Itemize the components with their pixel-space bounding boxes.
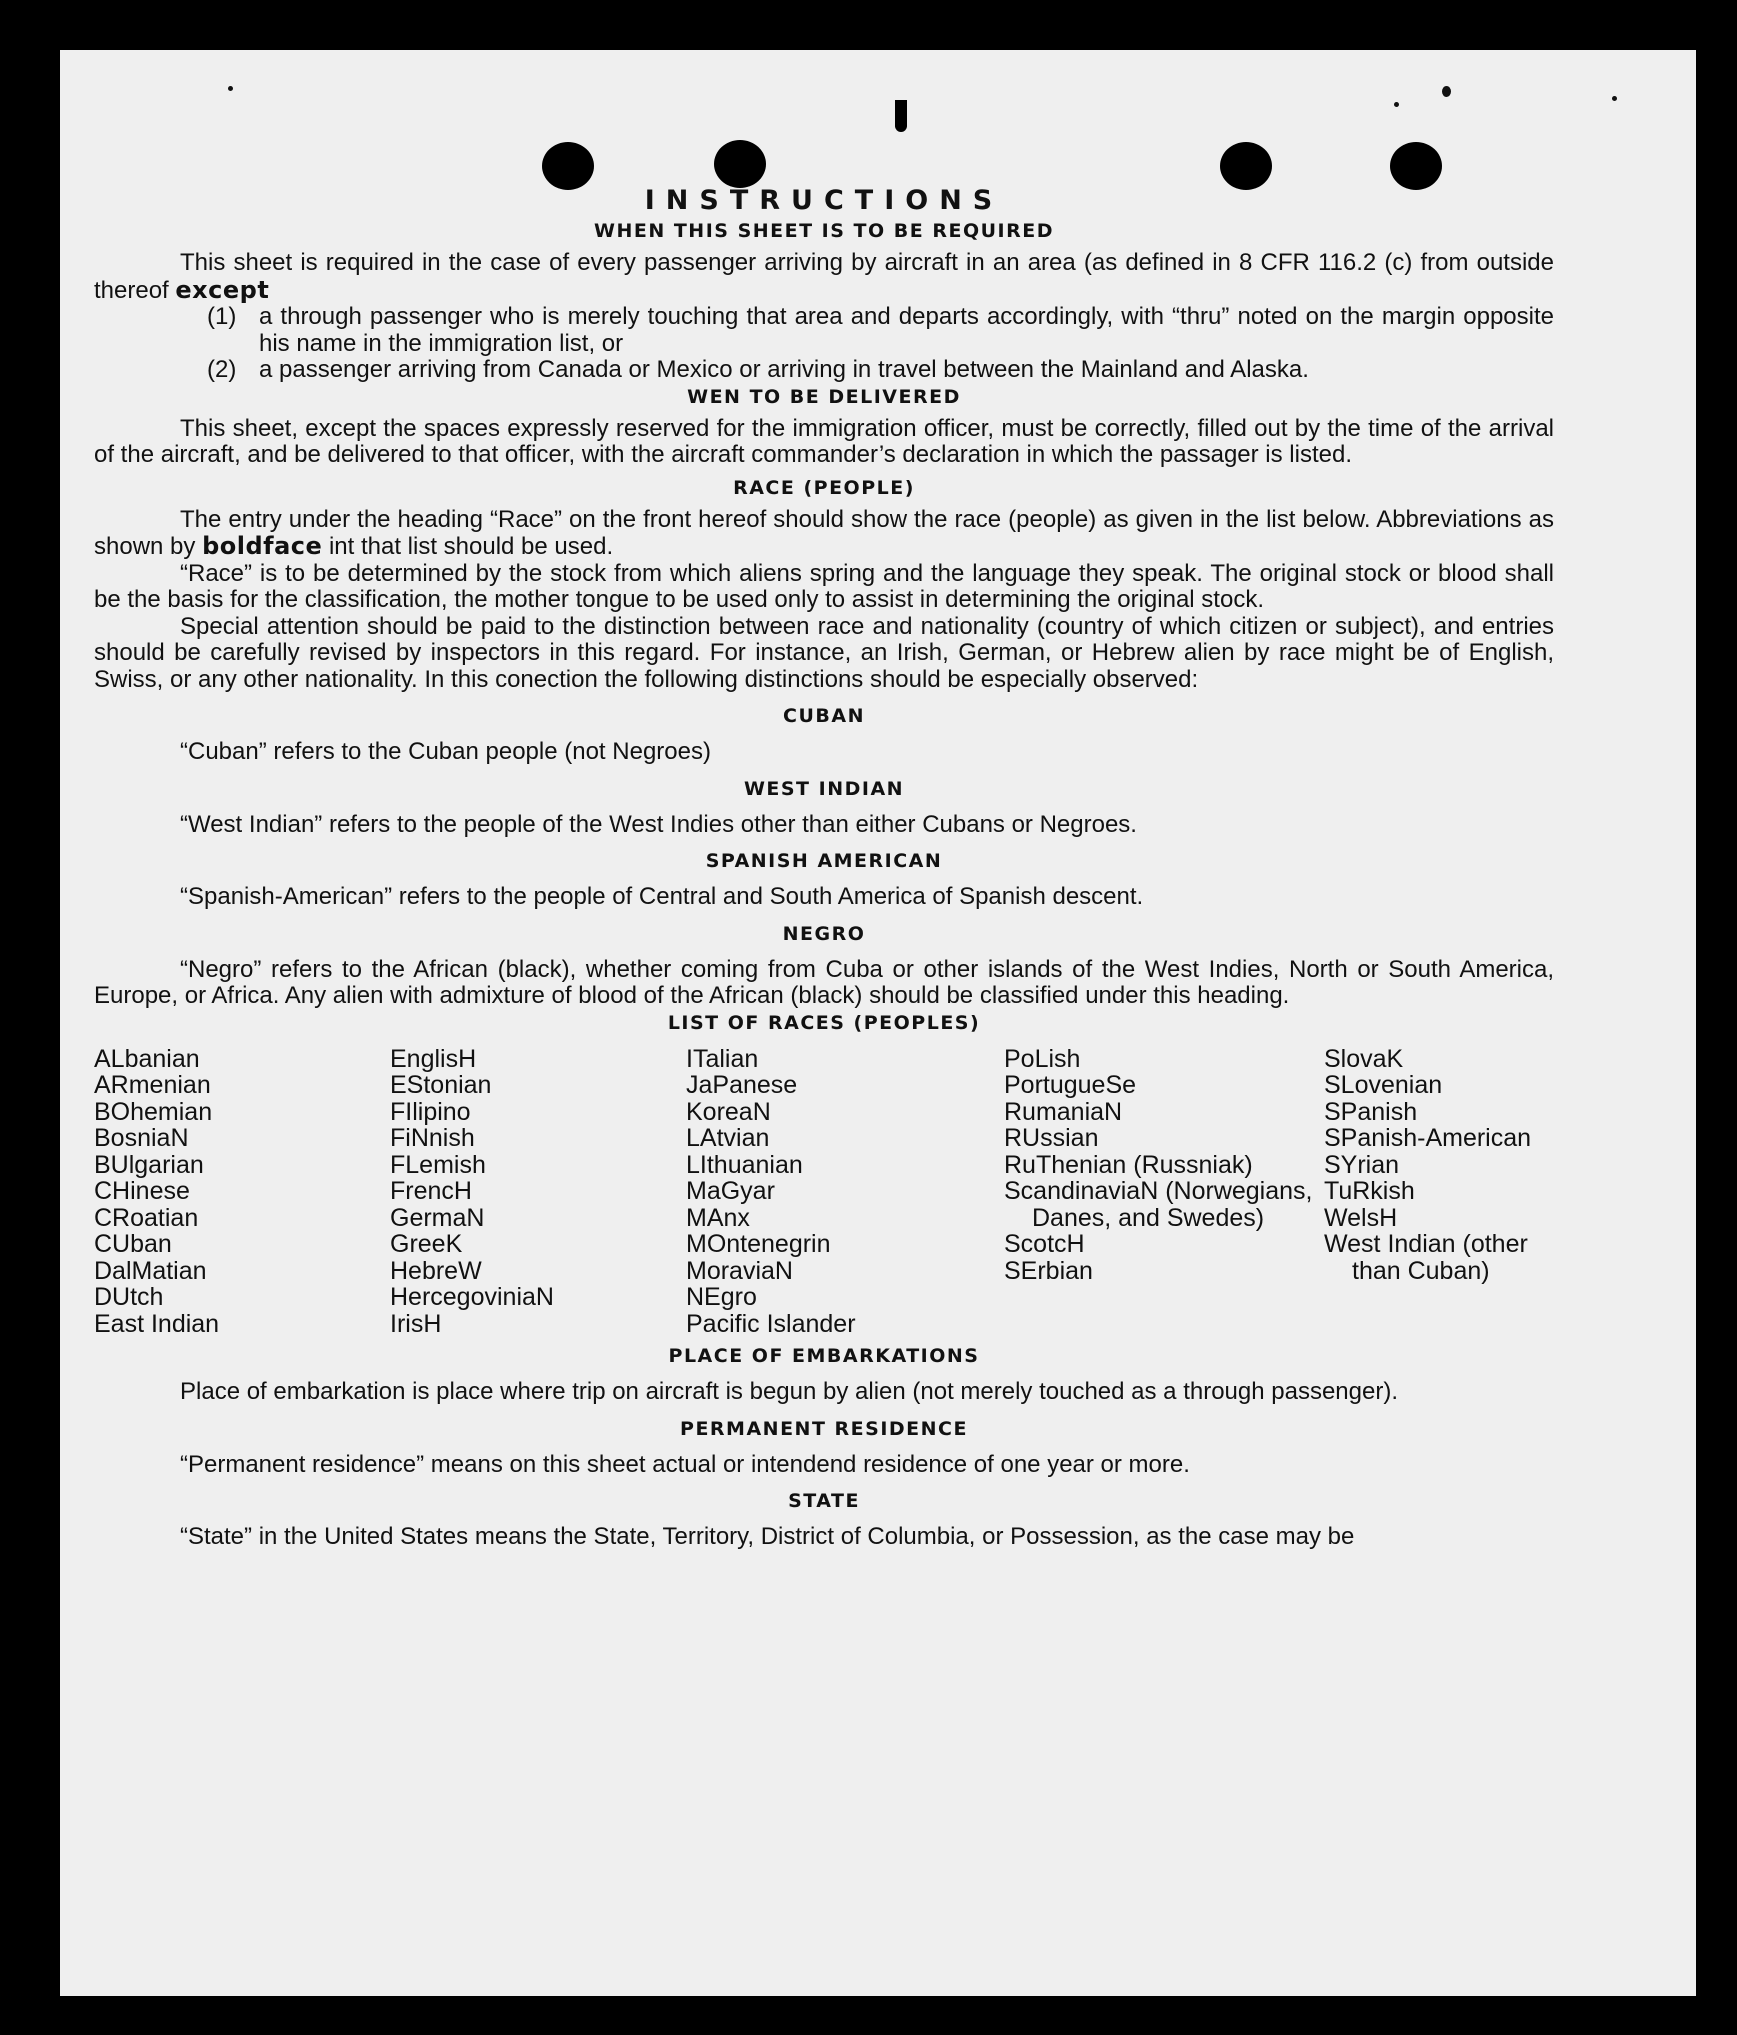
when-required-paragraph (94, 250, 1554, 304)
race-entry: MoraviaN (686, 1256, 793, 1285)
race-entry: RumaniaN (1004, 1097, 1123, 1126)
race-entry: SErbian (1004, 1256, 1093, 1285)
race-entry: LAtvian (686, 1124, 770, 1152)
race-entry: ARmenian (94, 1071, 211, 1099)
race-entry: DUtch (94, 1283, 164, 1311)
race-entry: MAnx (686, 1203, 750, 1232)
race-entry: KoreaN (686, 1097, 771, 1126)
race-entry: West Indian (other than Cuban) (1324, 1230, 1528, 1285)
race-column (94, 1046, 390, 1338)
heading-race: RACE (PEOPLE) (733, 476, 915, 499)
west-indian-text: “West Indian” refers to the people of the West Indies other than either Cubans or Negroes. (180, 810, 1137, 838)
race-entry: ITalian (686, 1044, 759, 1073)
race-p1-text: The entry under the heading “Race” on the front hereof should show the race (people) as given in the list below. Abbreviations as shown by (94, 505, 1554, 560)
race-column (1004, 1046, 1324, 1338)
heading-spanish-american: SPANISH AMERICAN (705, 850, 943, 872)
race-entry: BosniaN (94, 1124, 189, 1152)
exception-text: a through passenger who is merely touching that area and departs accordingly, with “thru” noted on the margin opposite his name in the immigration list, or (259, 303, 1554, 357)
cuban-text: “Cuban” refers to the Cuban people (not Negroes) (180, 738, 711, 765)
race-column (390, 1046, 686, 1338)
race-entry: DalMatian (94, 1256, 207, 1285)
heading-embarkation: PLACE OF EMBARKATIONS (668, 1345, 980, 1367)
race-entry: RuThenian (Russniak) (1004, 1150, 1253, 1179)
race-paragraph-1 (94, 507, 1554, 561)
race-entry: HercegoviniaN (390, 1283, 554, 1311)
race-entry: SLovenian (1324, 1071, 1443, 1099)
race-entry: IrisH (390, 1309, 442, 1338)
when-required-intro: This sheet is required in the case of every passenger arriving by aircraft in an area (as defined in 8 CFR 116.2 (c) from outside thereof (94, 249, 1554, 304)
race-entry: SlovaK (1324, 1044, 1404, 1073)
punch-hole (1390, 142, 1442, 190)
race-entry: ScotcH (1004, 1230, 1085, 1258)
exception-item (207, 304, 1554, 357)
race-entry: LIthuanian (686, 1150, 803, 1179)
race-entry: Pacific Islander (686, 1309, 856, 1338)
speck (1442, 86, 1451, 97)
speck (1612, 96, 1617, 101)
page-tear (895, 100, 907, 132)
race-entry: PoLish (1004, 1044, 1081, 1073)
race-entry: GreeK (390, 1230, 463, 1258)
race-entry: EStonian (390, 1071, 492, 1099)
race-column (686, 1046, 1004, 1338)
except-keyword: except (175, 275, 270, 304)
punch-hole (714, 140, 766, 188)
when-delivered-text: This sheet, except the spaces expressly reserved for the immigration officer, must be correctly, filled out by the time of the arrival of the aircraft, and be delivered to that officer, with the aircraft commander’s declaration in which the passager is listed. (94, 414, 1554, 468)
heading-negro: NEGRO (782, 922, 866, 945)
punch-hole (1220, 142, 1272, 190)
race-entry: FiNnish (390, 1124, 475, 1152)
heading-state: STATE (788, 1490, 860, 1512)
race-entry: BOhemian (94, 1097, 213, 1126)
exception-item (207, 357, 1554, 384)
race-entry: CUban (94, 1230, 172, 1258)
race-entry: TuRkish (1324, 1177, 1415, 1205)
race-entry: SYrian (1324, 1150, 1400, 1179)
document-body (94, 184, 1554, 1551)
negro-text: “Negro” refers to the African (black), whether coming from Cuba or other islands of the West Indies, North or South America, Europe, or Africa. Any alien with admixture of blood of the African (black) should be classified under this heading. (94, 955, 1554, 1009)
race-entry: CHinese (94, 1177, 190, 1205)
state-text: “State” in the United States means the State, Territory, District of Columbia, or Possession, as the case may be (180, 1523, 1355, 1550)
spanish-american-text: “Spanish-American” refers to the people of Central and South America of Spanish descent. (180, 883, 1144, 910)
race-entry: BUlgarian (94, 1150, 204, 1179)
race-entry: ScandinaviaN (Norwegians, Danes, and Swedes) (1004, 1177, 1313, 1232)
race-entry: PortugueSe (1004, 1071, 1137, 1099)
heading-when-required: WHEN THIS SHEET IS TO BE REQUIRED (593, 220, 1054, 242)
race-entry: MOntenegrin (686, 1230, 831, 1258)
race-entry: SPanish-American (1324, 1124, 1532, 1152)
race-entry: ALbanian (94, 1044, 200, 1073)
race-entry: MaGyar (686, 1177, 775, 1205)
heading-when-delivered: WEN TO BE DELIVERED (687, 385, 961, 408)
race-p1-end: int that list should be used. (328, 533, 614, 560)
race-entry: NEgro (686, 1283, 757, 1311)
exception-number: (2) (207, 356, 237, 383)
race-entry: JaPanese (686, 1071, 798, 1099)
race-entry: HebreW (390, 1256, 482, 1285)
punch-hole (542, 142, 594, 190)
race-entry: RUssian (1004, 1124, 1099, 1152)
race-column (1324, 1046, 1564, 1338)
residence-text: “Permanent residence” means on this sheet actual or intendend residence of one year or more. (180, 1450, 1190, 1478)
exceptions-list (207, 304, 1554, 384)
race-list (94, 1046, 1554, 1338)
race-entry: WelsH (1324, 1203, 1398, 1232)
race-entry: East Indian (94, 1309, 220, 1338)
page-title: INSTRUCTIONS (644, 185, 1004, 216)
heading-list-of-races: LIST OF RACES (PEOPLES) (667, 1011, 981, 1034)
race-entry: FIlipino (390, 1097, 471, 1126)
race-entry: EnglisH (390, 1044, 477, 1073)
race-entry: FLemish (390, 1150, 486, 1179)
exception-text: a passenger arriving from Canada or Mexico or arriving in travel between the Mainland and Alaska. (259, 356, 1309, 383)
boldface-keyword: boldface (202, 532, 323, 560)
race-paragraph-2: “Race” is to be determined by the stock from which aliens spring and the language they speak. The original stock or blood shall be the basis for the classification, the mother tongue to be used only to assist in determining the original stock. (94, 559, 1554, 613)
race-entry: SPanish (1324, 1097, 1418, 1126)
heading-cuban: CUBAN (783, 705, 865, 727)
heading-permanent-residence: PERMANENT RESIDENCE (680, 1417, 968, 1440)
race-paragraph-3: Special attention should be paid to the distinction between race and nationality (country of which citizen or subject), and entries should be carefully revised by inspectors in this regard. For instance, an Irish, German, or Hebrew alien by race might be of English, Swiss, or any other nationality. In this conection the following distinctions should be especially observed: (94, 612, 1554, 693)
race-entry: FrencH (390, 1177, 472, 1205)
race-entry: CRoatian (94, 1203, 199, 1232)
race-entry: GermaN (390, 1203, 485, 1232)
speck (1394, 102, 1399, 107)
heading-west-indian: WEST INDIAN (743, 777, 905, 800)
exception-number: (1) (207, 303, 237, 330)
speck (228, 86, 233, 91)
embarkation-text: Place of embarkation is place where trip on aircraft is begun by alien (not merely touched as a through passenger). (180, 1378, 1398, 1405)
